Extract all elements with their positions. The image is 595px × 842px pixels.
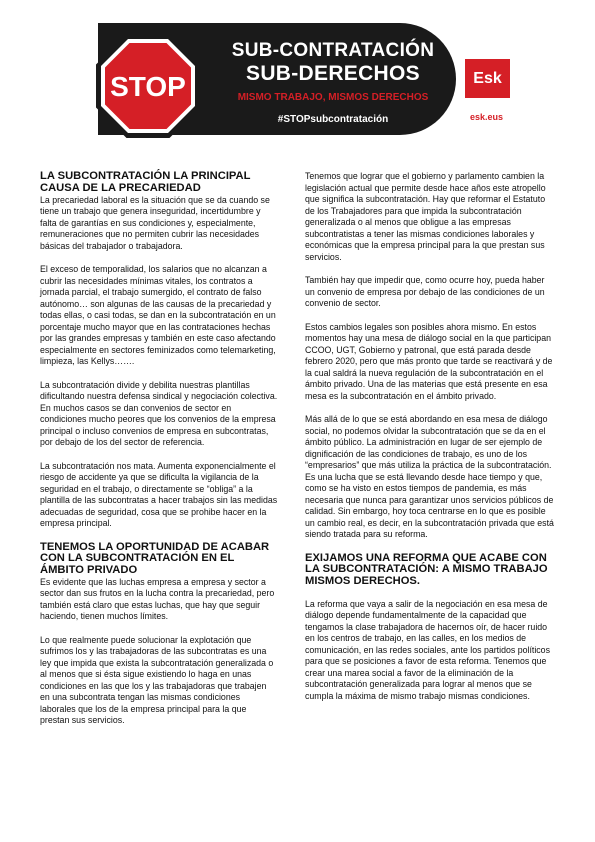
stop-text: STOP (110, 71, 186, 102)
left-heading-1: LA SUBCONTRATACIÓN LA PRINCIPAL CAUSA DE LA PRECARIEDAD (40, 170, 251, 194)
right-paragraph-2: También hay que impedir que, como ocurre hoy, pueda haber un convenio de empresa por debajo de las condiciones de un convenio de sector. (305, 275, 545, 308)
right-paragraph-4: Más allá de lo que se está abordando en esa mesa de diálogo social, no podemos olvidar la subcontratación que se da en el ámbito público. La administración en lugar de ser ejemplo de dignificación de las condiciones de trabajo, es uno de los “empresarios” que más utiliza la práctica de la subcontratación. Es una lucha que se está llevando desde hace tiempo y que, como se ha visto en estos tiempos de pandemia, es más necesaria que nunca para garantizar unos servicios públicos de calidad. Sin embargo, hoy toca centrarse en lo que es posible un cambio real, es decir, en la subcontratación privada que está siendo tratada para su reforma. (305, 414, 554, 539)
right-paragraph-3: Estos cambios legales son posibles ahora mismo. En estos momentos hay una mesa de diálogo social en la que participan CCOO, UGT, Gobierno y patronal, que está parada desde febrero 2020, pero que más pronto que tarde se reactivará y de la cual saldrá la nueva regulación de la subcontratación en el ámbito privado. Una de las materias que está presente en esa mesa es la subcontratación en el ámbito privado. (305, 321, 553, 401)
banner-slogan: MISMO TRABAJO, MISMOS DERECHOS (237, 92, 429, 103)
left-paragraph-3: La subcontratación divide y debilita nuestras plantillas dificultando nuestra defensa sindical y negociación colectiva. En muchos casos se dan convenios de sector en condiciones mucho peores que los convenios de la empresa principal o incluso convenios de empresa en subcontratas, por debajo de los del sector de referencia. (40, 379, 278, 448)
banner-title-2: SUB-DERECHOS (246, 62, 420, 85)
banner-hashtag: #STOPsubcontratación (277, 114, 389, 125)
left-paragraph-1: La precariedad laboral es la situación que se da cuando se tiene un trabajo que genera inseguridad, incertidumbre y falta de garantías en sus condiciones y, especialmente, remuneraciones que no permiten cubrir las necesidades básicas del trabajador o trabajadora. (40, 194, 270, 251)
esk-logo: Esk (465, 59, 510, 98)
right-column (305, 171, 556, 714)
right-paragraph-1: Tenemos que lograr que el gobierno y parlamento cambien la legislación actual que permite desde hace años este atropello que significa la subcontratación. Hay que reformar el Estatuto de los Trabajadores para que impida la subcontratación generalizada o al menos que obligue a las empresas subcontratistas a tener las mismas condiciones laborales y económicas que la empresa principal para la que prestan sus servicios. (305, 171, 546, 262)
left-paragraph-2: El exceso de temporalidad, los salarios que no alcanzan a cubrir las necesidades mínimas vitales, los contratos a jornada parcial, el trabajo sumergido, el contrato de falso autónomo… son algunas de las causas de la precariedad y todas ellas, o casi todas, se dan en la subcontratación en un porcentaje mucho mayor que en las contrataciones hechas por las grandes empresas y también en este caso afectando especialmente en sectores feminizados como telemarketing, limpieza, las Kellys……. (40, 264, 276, 367)
left-heading-2: TENEMOS LA OPORTUNIDAD DE ACABAR CON LA SUBCONTRATACIÓN EN EL ÁMBITO PRIVADO (40, 540, 270, 577)
left-paragraph-6: Lo que realmente puede solucionar la explotación que sufrimos los y las trabajadoras de las subcontratas es una ley que impida que exista la subcontratación generalizada o al menos que si ésta sigue existiendo lo haga en unas condiciones en las que los y las trabajadoras que trabajen en una subcontrata tengan las mismas condiciones laborales que los de la empresa principal para la que prestan sus servicios. (40, 634, 274, 726)
right-paragraph-5: La reforma que vaya a salir de la negociación en esa mesa de diálogo depende fundamentalmente de la capacidad que tengamos la clase trabajadora de hacernos oír, de hacer ruido en los centros de trabajo, en las calles, en los medios de comunicación, en las redes sociales, ante los partidos políticos para que se posiciones a favor de esta reforma. Tenemos que crear una marea social a favor de la eliminación de la subcontratación generalizada para lograr al menos que se cumpla la máxima de mismo trabajo mismas condiciones. (305, 598, 550, 701)
left-paragraph-4: La subcontratación nos mata. Aumenta exponencialmente el riesgo de accidente ya que se dificulta la vigilancia de la seguridad en el trabajo, o directamente se “obliga” a la plantilla de las subcontratas a hacer trabajos sin las medidas adecuadas de seguridad, cosa que se prohibe hacer en la empresa principal. (40, 460, 278, 529)
esk-url-link[interactable]: esk.eus (470, 112, 504, 122)
left-paragraph-5: Es evidente que las luchas empresa a empresa y sector a sector dan sus frutos en la lucha contra la precariedad, pero también está claro que estas luchas, que hay que seguir haciendo, tienen muchos límites. (40, 576, 275, 622)
left-column (40, 171, 278, 739)
stop-sign-icon (96, 34, 200, 138)
right-heading-1: EXIJAMOS UNA REFORMA QUE ACABE CON LA SUBCONTRATACIÓN: A MISMO TRABAJO MISMOS DERECHOS. (305, 551, 548, 588)
banner-title-1: SUB-CONTRATACIÓN (231, 40, 435, 61)
